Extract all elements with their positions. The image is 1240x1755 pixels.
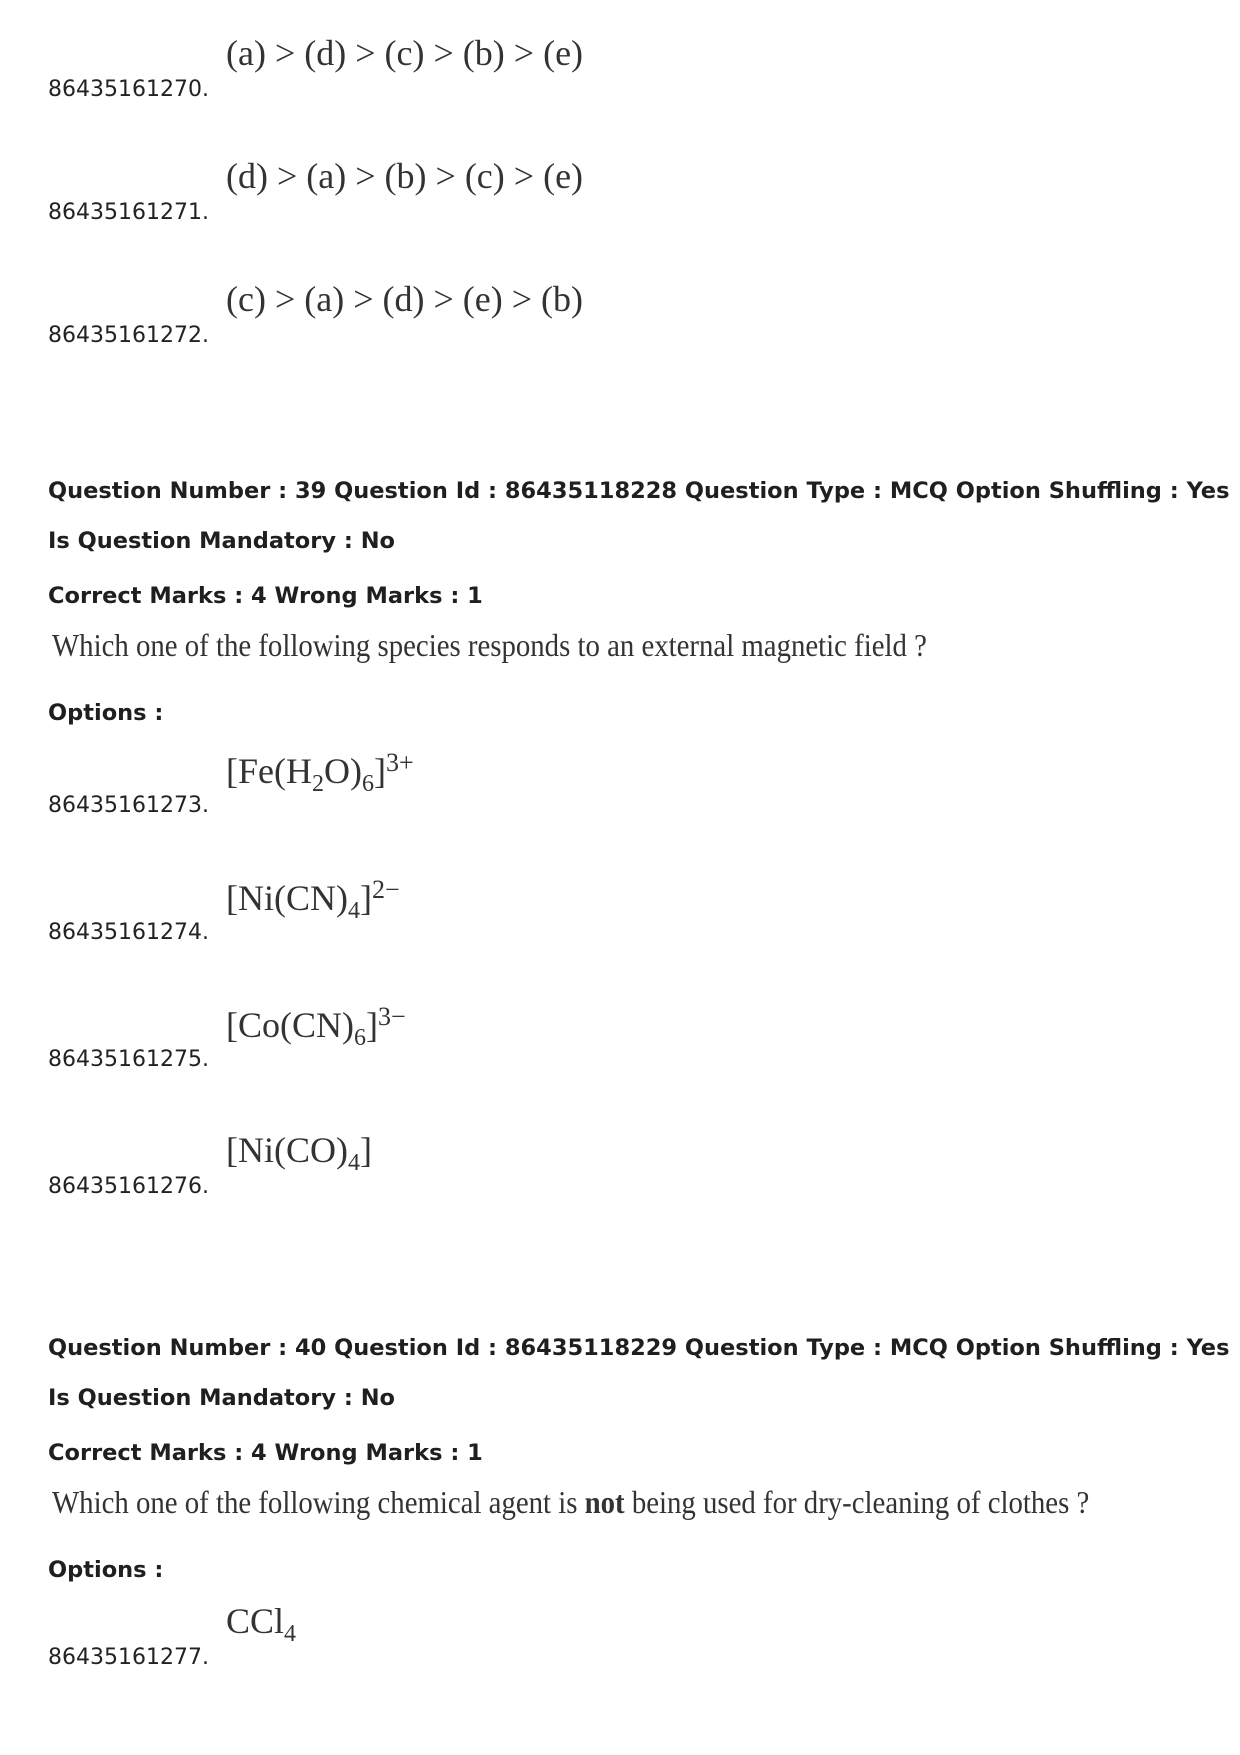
question-header: Question Number : 39 Question Id : 86435118228 Question Type : MCQ Option Shuffling : Yes [48, 478, 1230, 504]
question-marks: Correct Marks : 4 Wrong Marks : 1 [48, 583, 483, 609]
question-marks: Correct Marks : 4 Wrong Marks : 1 [48, 1440, 483, 1466]
option-id: 86435161270. [48, 77, 209, 102]
question-mandatory: Is Question Mandatory : No [48, 528, 395, 554]
option-id: 86435161274. [48, 920, 209, 945]
option-text: (c) > (a) > (d) > (e) > (b) [226, 279, 584, 319]
option-formula: $[Co(CN)_6]^{3-}$ [226, 1002, 406, 1051]
option-id: 86435161277. [48, 1645, 209, 1670]
option-id: 86435161273. [48, 793, 209, 818]
option-id: 86435161276. [48, 1174, 209, 1199]
question-emphasis: not [584, 1484, 625, 1520]
option-text: (d) > (a) > (b) > (c) > (e) [226, 156, 584, 196]
option-formula: $[Ni(CN)_4]^{2-}$ [226, 875, 400, 924]
option-id: 86435161272. [48, 323, 209, 348]
question-header: Question Number : 40 Question Id : 86435118229 Question Type : MCQ Option Shuffling : Yes [48, 1335, 1230, 1361]
option-id: 86435161275. [48, 1047, 209, 1072]
option-formula: $[Ni(CO)_4]$ [226, 1130, 372, 1176]
option-id: 86435161271. [48, 200, 209, 225]
options-label: Options : [48, 700, 164, 726]
option-formula: $[Fe(H_2O)_6]^{3+}$ [226, 748, 414, 797]
option-formula: CCl$_4$ [226, 1601, 297, 1647]
question-mandatory: Is Question Mandatory : No [48, 1385, 395, 1411]
option-text: (a) > (d) > (c) > (b) > (e) [226, 33, 584, 73]
options-label: Options : [48, 1557, 164, 1583]
question-text: Which one of the following chemical agent is not being used for dry-cleaning of clothes ? [52, 1484, 1090, 1520]
question-text: Which one of the following species responds to an external magnetic field ? [52, 627, 927, 663]
